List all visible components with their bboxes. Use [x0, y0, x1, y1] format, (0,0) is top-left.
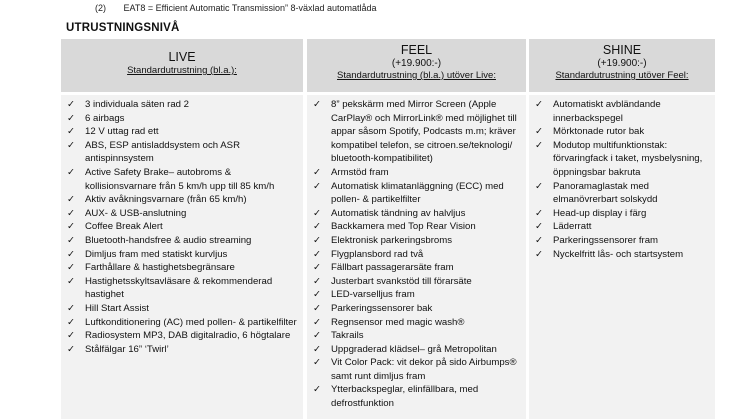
feature-item: [535, 248, 711, 262]
trim-price: (+19.900:-): [391, 58, 442, 69]
feature-text: Radiosystem MP3, DAB digitalradio, 6 högtalare: [85, 330, 291, 342]
feature-text: Vit Color Pack: vit dekor på sido Airbumps® samt runt dimljus fram: [331, 357, 517, 382]
trim-column-feel: [307, 39, 526, 419]
column-header: [307, 39, 526, 92]
checkmark-icon: ✓: [535, 126, 543, 138]
feature-text: Coffee Break Alert: [85, 221, 163, 233]
feature-item: [313, 234, 522, 248]
feature-text: Parkeringssensorer fram: [553, 234, 659, 246]
feature-text: 6 airbags: [85, 112, 125, 124]
column-header: [61, 39, 303, 92]
feature-item: [67, 234, 299, 248]
footnote-number: (2): [95, 3, 106, 13]
feature-item: [535, 234, 711, 248]
feature-item: [67, 343, 299, 357]
feature-text: Panoramaglastak med elmanövrerbart solskydd: [553, 180, 658, 206]
checkmark-icon: ✓: [313, 248, 321, 260]
column-header: [529, 39, 715, 92]
feature-item: [67, 329, 299, 343]
checkmark-icon: ✓: [313, 289, 321, 301]
feature-item: [535, 180, 711, 207]
checkmark-icon: ✓: [67, 112, 75, 124]
trim-subtitle: Standardutrustning utöver Feel:: [555, 70, 689, 81]
checkmark-icon: ✓: [535, 248, 543, 260]
feature-text: Dimljus fram med statiskt kurvljus: [85, 248, 228, 260]
feature-item: [535, 125, 711, 139]
feature-text: Nyckelfritt lås- och startsystem: [553, 248, 684, 260]
checkmark-icon: ✓: [535, 234, 543, 246]
feature-item: [535, 207, 711, 221]
feature-text: Fällbart passagerarsäte fram: [331, 262, 454, 274]
trim-subtitle: Standardutrustning (bl.a.):: [127, 65, 237, 76]
feature-item: [67, 166, 299, 193]
column-body: [529, 95, 715, 419]
feature-item: [67, 98, 299, 112]
feature-item: [67, 139, 299, 166]
feature-text: Mörktonade rutor bak: [553, 126, 645, 138]
checkmark-icon: ✓: [313, 343, 321, 355]
feature-text: Hastighetsskyltsavläsare & rekommenderad hastighet: [85, 275, 273, 301]
feature-text: AUX- & USB-anslutning: [85, 207, 187, 219]
column-body: [61, 95, 303, 419]
feature-item: [313, 207, 522, 221]
feature-item: [313, 316, 522, 330]
checkmark-icon: ✓: [67, 207, 75, 219]
feature-text: Ytterbackspeglar, elinfällbara, med defrostfunktion: [331, 384, 479, 410]
checkmark-icon: ✓: [313, 384, 321, 396]
feature-item: [313, 329, 522, 343]
feature-list: [67, 98, 299, 356]
feature-text: Modutop multifunktionstak: förvaringfack i taket, mysbelysning, öppningsbar bakruta: [553, 139, 703, 178]
feature-text: Automatisk klimatanläggning (ECC) med pollen- & partikelfilter: [331, 180, 504, 206]
feature-text: Farthållare & hastighetsbegränsare: [85, 262, 235, 274]
checkmark-icon: ✓: [313, 234, 321, 246]
checkmark-icon: ✓: [67, 330, 75, 342]
checkmark-icon: ✓: [67, 99, 75, 110]
section-title: UTRUSTNINGSNIVÅ: [66, 22, 180, 34]
feature-list: [535, 98, 711, 261]
checkmark-icon: ✓: [535, 99, 543, 110]
checkmark-icon: ✓: [67, 302, 75, 314]
checkmark-icon: ✓: [67, 194, 75, 206]
feature-text: Backkamera med Top Rear Vision: [331, 221, 476, 233]
feature-text: Justerbart svankstöd till förarsäte: [331, 275, 472, 287]
feature-text: Active Safety Brake– autobroms & kollisionsvarnare från 5 km/h upp till 85 km/h: [85, 166, 275, 192]
feature-text: Hill Start Assist: [85, 302, 149, 314]
feature-item: [313, 356, 522, 383]
feature-item: [67, 112, 299, 126]
checkmark-icon: ✓: [313, 99, 321, 110]
feature-text: Flygplansbord rad två: [331, 248, 424, 260]
feature-item: [313, 248, 522, 262]
trim-price: (+19.900:-): [597, 58, 647, 69]
checkmark-icon: ✓: [535, 180, 543, 192]
checkmark-icon: ✓: [313, 221, 321, 233]
feature-item: [313, 180, 522, 207]
trim-column-shine: [529, 39, 715, 419]
checkmark-icon: ✓: [313, 357, 321, 369]
checkmark-icon: ✓: [67, 126, 75, 138]
feature-text: 12 V uttag rad ett: [85, 126, 159, 138]
feature-item: [313, 98, 522, 166]
feature-item: [67, 316, 299, 330]
feature-text: Uppgraderad klädsel– grå Metropolitan: [331, 343, 497, 355]
checkmark-icon: ✓: [313, 316, 321, 328]
checkmark-icon: ✓: [67, 343, 75, 355]
checkmark-icon: ✓: [67, 262, 75, 274]
feature-text: Head-up display i färg: [553, 207, 647, 219]
feature-item: [67, 220, 299, 234]
checkmark-icon: ✓: [313, 302, 321, 314]
trim-name: SHINE: [602, 43, 642, 57]
feature-text: Automatiskt avbländande innerbackspegel: [553, 99, 661, 124]
feature-item: [313, 166, 522, 180]
feature-item: [67, 248, 299, 262]
feature-text: Automatisk tändning av halvljus: [331, 207, 466, 219]
column-body: [307, 95, 526, 419]
feature-text: Takrails: [331, 330, 364, 342]
feature-text: Parkeringssensorer bak: [331, 302, 433, 314]
feature-item: [313, 343, 522, 357]
footnote: [95, 3, 377, 13]
checkmark-icon: ✓: [67, 221, 75, 233]
feature-item: [313, 261, 522, 275]
feature-text: 8” pekskärm med Mirror Screen (Apple CarPlay® och MirrorLink® med möjlighet till appar såsom Spotify, Podcasts m.m; kräver kompatibel telefon, se citroen.se/teknologi/ bluetooth-kompatibilitet): [331, 99, 517, 165]
footnote-text: EAT8 = Efficient Automatic Transmission” 8-växlad automatlåda: [123, 3, 377, 13]
trim-subtitle: Standardutrustning (bl.a.) utöver Live:: [337, 70, 496, 81]
trim-name: LIVE: [168, 50, 196, 64]
checkmark-icon: ✓: [67, 234, 75, 246]
checkmark-icon: ✓: [313, 180, 321, 192]
trim-column-live: [61, 39, 303, 419]
feature-text: Regnsensor med magic wash®: [331, 316, 465, 328]
feature-item: [535, 139, 711, 180]
feature-item: [313, 383, 522, 410]
checkmark-icon: ✓: [535, 207, 543, 219]
feature-item: [67, 275, 299, 302]
feature-item: [313, 302, 522, 316]
feature-item: [67, 207, 299, 221]
feature-text: Bluetooth-handsfree & audio streaming: [85, 234, 252, 246]
feature-text: LED-varselljus fram: [331, 289, 415, 301]
checkmark-icon: ✓: [313, 330, 321, 342]
feature-text: Armstöd fram: [331, 166, 389, 178]
feature-item: [67, 261, 299, 275]
feature-text: ABS, ESP antisladdsystem och ASR antispinnsystem: [85, 139, 240, 165]
feature-text: Luftkonditionering (AC) med pollen- & partikelfilter: [85, 316, 297, 328]
feature-item: [535, 220, 711, 234]
checkmark-icon: ✓: [313, 262, 321, 274]
feature-item: [67, 125, 299, 139]
checkmark-icon: ✓: [313, 166, 321, 178]
checkmark-icon: ✓: [535, 221, 543, 233]
feature-item: [313, 288, 522, 302]
feature-text: Aktiv avåkningsvarnare (från 65 km/h): [85, 194, 247, 206]
checkmark-icon: ✓: [67, 275, 75, 287]
feature-text: 3 individuala säten rad 2: [85, 99, 190, 110]
checkmark-icon: ✓: [535, 139, 543, 151]
feature-item: [67, 193, 299, 207]
checkmark-icon: ✓: [67, 166, 75, 178]
feature-item: [535, 98, 711, 125]
trim-name: FEEL: [400, 43, 433, 57]
feature-item: [67, 302, 299, 316]
checkmark-icon: ✓: [67, 316, 75, 328]
feature-text: Läderratt: [553, 221, 592, 233]
checkmark-icon: ✓: [313, 207, 321, 219]
feature-text: Stålfälgar 16” ‘Twirl’: [85, 343, 169, 355]
checkmark-icon: ✓: [67, 139, 75, 151]
feature-item: [313, 275, 522, 289]
checkmark-icon: ✓: [313, 275, 321, 287]
feature-text: Elektronisk parkeringsbroms: [331, 234, 453, 246]
checkmark-icon: ✓: [67, 248, 75, 260]
feature-item: [313, 220, 522, 234]
feature-list: [313, 98, 522, 411]
